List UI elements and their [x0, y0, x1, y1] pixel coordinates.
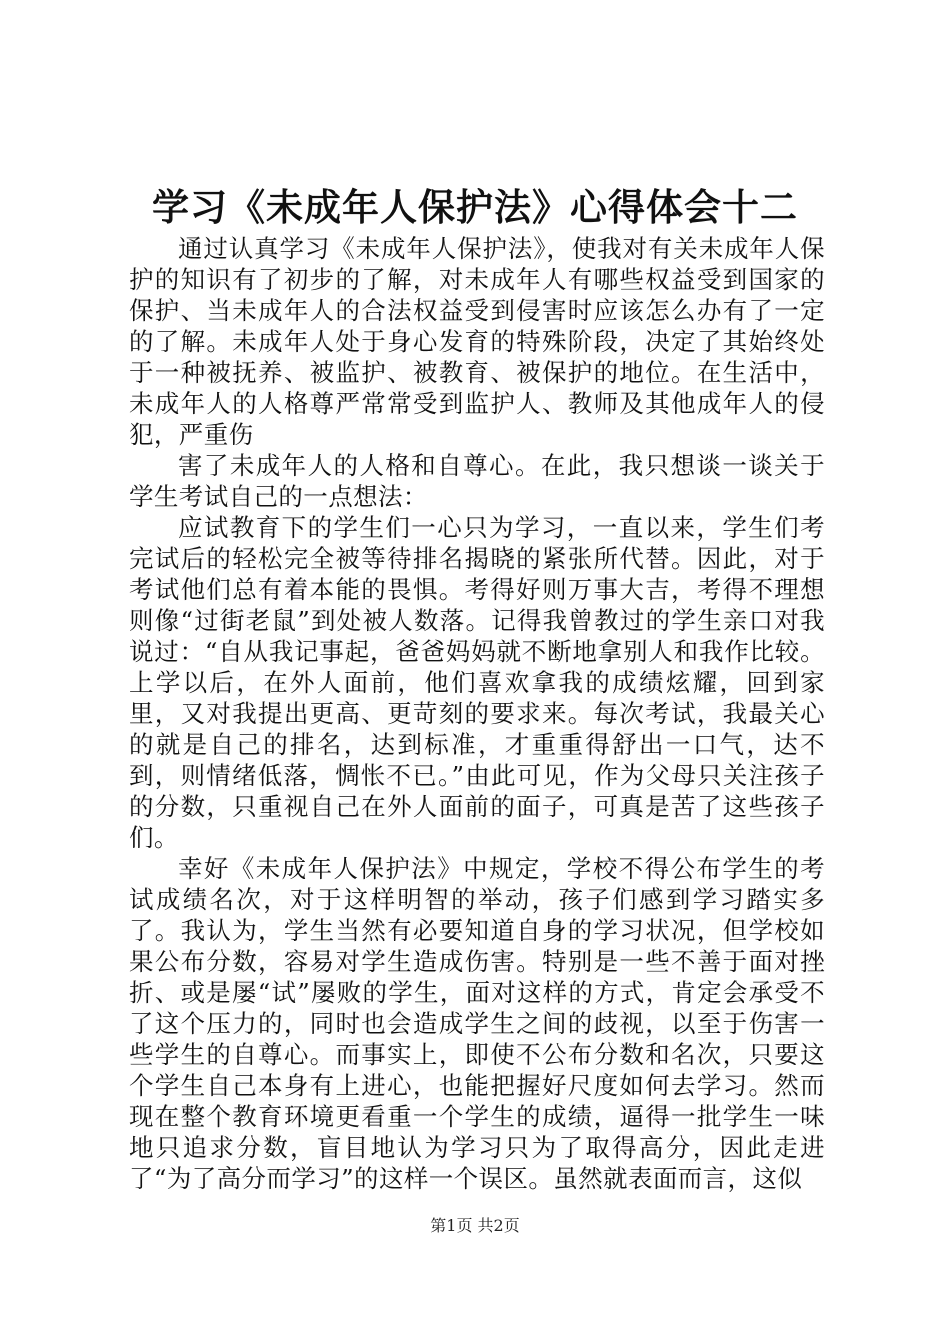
- document-body: [129, 233, 825, 1194]
- paragraph: 害了未成年人的人格和自尊心。在此，我只想谈一谈关于学生考试自己的一点想法：: [129, 451, 825, 511]
- paragraph: 幸好《未成年人保护法》中规定，学校不得公布学生的考试成绩名次，对于这样明智的举动，孩子们感到学习踏实多了。我认为，学生当然有必要知道自身的学习状况，但学校如果公布分数，容易对学生造成伤害。特别是一些不善于面对挫折、或是屡“试”屡败的学生，面对这样的方式，肯定会承受不了这个压力的，同时也会造成学生之间的歧视，以至于伤害一些学生的自尊心。而事实上，即使不公布分数和名次，只要这个学生自己本身有上进心，也能把握好尺度如何去学习。然而现在整个教育环境更看重一个学生的成绩，逼得一批学生一味地只追求分数，盲目地认为学习只为了取得高分，因此走进了“为了高分而学习”的这样一个误区。虽然就表面而言，这似: [129, 854, 825, 1193]
- paragraph: 应试教育下的学生们一心只为学习，一直以来，学生们考完试后的轻松完全被等待排名揭晓的紧张所代替。因此，对于考试他们总有着本能的畏惧。考得好则万事大吉，考得不理想则像“过街老鼠”到处被人数落。记得我曾教过的学生亲口对我说过：“自从我记事起，爸爸妈妈就不断地拿别人和我作比较。上学以后，在外人面前，他们喜欢拿我的成绩炫耀，回到家里，又对我提出更高、更苛刻的要求来。每次考试，我最关心的就是自己的排名，达到标准，才重重得舒出一口气，达不到，则情绪低落，惆怅不已。”由此可见，作为父母只关注孩子的分数，只重视自己在外人面前的面子，可真是苦了这些孩子们。: [129, 513, 825, 852]
- document-title: 学习《未成年人保护法》心得体会十二: [152, 186, 798, 229]
- page-footer: 第1页 共2页: [430, 1216, 520, 1235]
- paragraph: 通过认真学习《未成年人保护法》，使我对有关未成年人保护的知识有了初步的了解，对未成年人有哪些权益受到国家的保护、当未成年人的合法权益受到侵害时应该怎么办有了一定的了解。未成年人处于身心发育的特殊阶段，决定了其始终处于一种被抚养、被监护、被教育、被保护的地位。在生活中，未成年人的人格尊严常常受到监护人、教师及其他成年人的侵犯，严重伤: [129, 234, 825, 449]
